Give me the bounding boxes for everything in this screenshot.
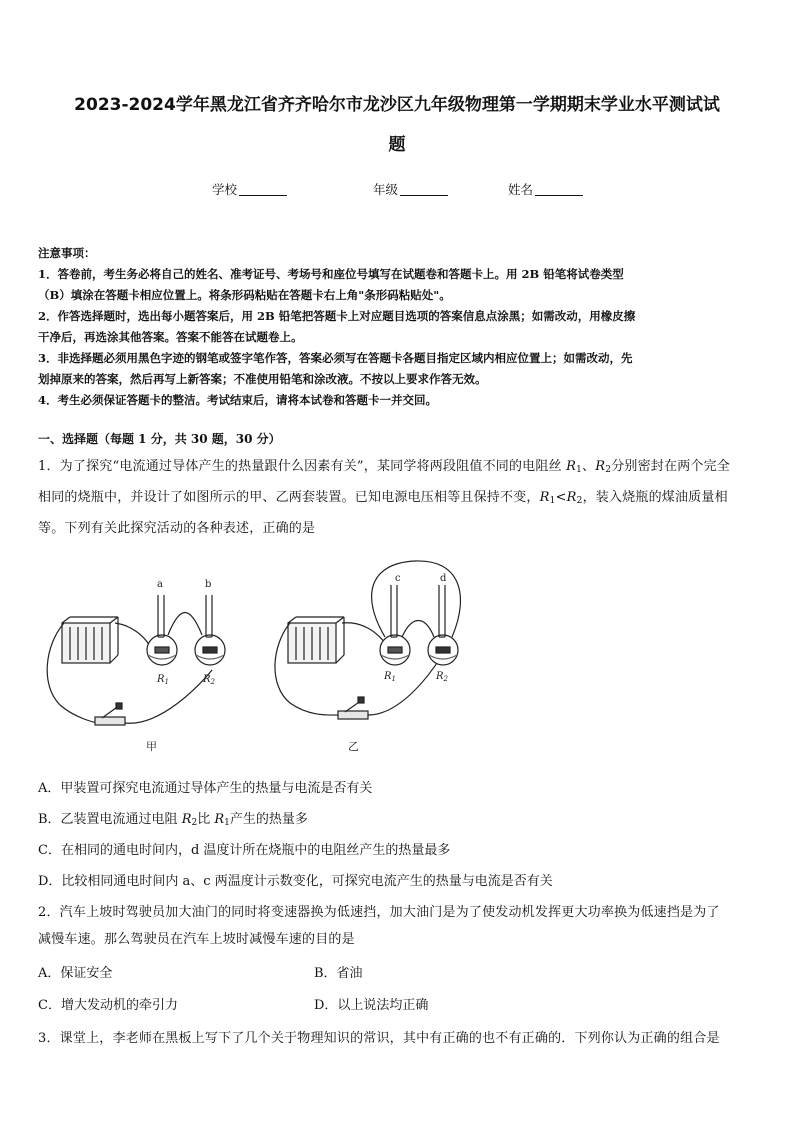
wire	[368, 655, 442, 715]
wire	[115, 623, 152, 650]
label-jia: 甲	[146, 740, 157, 753]
q1-option-d[interactable]: D．比较相同通电时间内 a、c 两温度计示数变化，可探究电流产生的热量与电流是否有关	[38, 874, 553, 889]
label-c: c	[395, 573, 401, 584]
label-r2-yi: $R_2$	[436, 671, 448, 683]
title-line-2: 题	[388, 135, 406, 155]
title-line-1: 2023-2024学年黑龙江省齐齐哈尔市龙沙区九年级物理第一学期期末学业水平测试试	[74, 95, 720, 115]
wire	[372, 561, 461, 637]
label-b: b	[205, 579, 212, 590]
grade-label: 年级	[373, 182, 399, 197]
flask-r1-jia	[147, 595, 177, 665]
name-blank	[535, 183, 583, 196]
q1-line-1: 1．为了探究“电流通过导体产生的热量跟什么因素有关”，某同学将两段阻值不同的电阻丝 $R_1$、$R_2$分别密封在两个完全	[38, 459, 730, 475]
q2-line-1: 2．汽车上坡时驾驶员加大油门的同时将变速器换为低速挡，加大油门是为了使发动机发挥更大功率换为低速挡是为了	[38, 905, 720, 920]
notes-line: 划掉原来的答案，然后再写上新答案；不准使用铅笔和涂改液。不按以上要求作答无效。	[38, 372, 487, 386]
grade-blank	[400, 183, 448, 196]
label-d: d	[440, 573, 447, 584]
notes-line: 2．作答选择题时，选出每小题答案后，用 2B 铅笔把答题卡上对应题目选项的答案信息点涂黑；如需改动，用橡皮擦	[38, 309, 636, 323]
q1-option-b[interactable]: B．乙装置电流通过电阻 $R_2$比 $R_1$产生的热量多	[38, 812, 308, 828]
question-1	[38, 453, 758, 542]
q2-option-a[interactable]: A．保证安全	[38, 966, 113, 981]
question-2	[38, 899, 758, 953]
name-field	[508, 180, 583, 198]
switch-yi	[338, 697, 368, 719]
section-heading: 一、选择题（每题 1 分，共 30 题，30 分）	[38, 432, 281, 446]
q1-line-2: 相同的烧瓶中，并设计了如图所示的甲、乙两套装置。已知电源电压相等且保持不变，$R_1<R_2$，装入烧瓶的煤油质量相	[38, 490, 728, 506]
school-blank	[239, 183, 287, 196]
label-yi: 乙	[348, 740, 359, 753]
notes-line: （B）填涂在答题卡相应位置上。将条形码粘贴在答题卡右上角"条形码粘贴处"。	[38, 288, 451, 302]
notes-line: 4．考生必须保证答题卡的整洁。考试结束后，请将本试卷和答题卡一并交回。	[38, 393, 437, 407]
q3-line-1: 3．课堂上，李老师在黑板上写下了几个关于物理知识的常识，其中有正确的也不有正确的．下列你认为正确的组合是	[38, 1031, 720, 1046]
question-3	[38, 1025, 758, 1052]
q2-line-2: 减慢车速。那么驾驶员在汽车上坡时减慢车速的目的是	[38, 932, 355, 947]
q1-option-c[interactable]: C．在相同的通电时间内，d 温度计所在烧瓶中的电阻丝产生的热量最多	[38, 843, 451, 858]
label-r2-jia: $R_2$	[203, 674, 215, 686]
notes-heading: 注意事项：	[38, 246, 96, 260]
notes-block	[38, 243, 758, 411]
school-field	[212, 180, 287, 198]
school-label: 学校	[212, 182, 238, 197]
battery-yi	[288, 617, 344, 663]
label-a: a	[157, 579, 163, 590]
wire	[168, 613, 202, 636]
flask-r2-yi	[428, 585, 458, 665]
exam-title	[30, 85, 764, 165]
battery-jia	[62, 617, 118, 663]
name-label: 姓名	[508, 182, 534, 197]
switch-jia	[95, 703, 125, 725]
notes-line: 1．答卷前，考生务必将自己的姓名、准考证号、考场号和座位号填写在试题卷和答题卡上。用 2B 铅笔将试卷类型	[38, 267, 624, 281]
q2-option-d[interactable]: D．以上说法均正确	[314, 998, 429, 1013]
flask-r1-yi	[380, 585, 410, 665]
q1-option-a[interactable]: A．甲装置可探究电流通过导体产生的热量与电流是否有关	[38, 781, 373, 796]
wire	[402, 621, 434, 638]
grade-field	[373, 180, 448, 198]
circuit-figure	[40, 555, 480, 760]
q2-option-b[interactable]: B．省油	[314, 966, 363, 981]
q2-option-c[interactable]: C．增大发动机的牵引力	[38, 998, 178, 1013]
label-r1-jia: $R_1$	[157, 674, 169, 686]
notes-line: 干净后，再选涂其他答案。答案不能答在试题卷上。	[38, 330, 303, 344]
notes-line: 3．非选择题必须用黑色字迹的钢笔或签字笔作答，答案必须写在答题卡各题目指定区域内相应位置上；如需改动，先	[38, 351, 633, 365]
q1-line-3: 等。下列有关此探究活动的各种表述，正确的是	[38, 521, 316, 536]
label-r1-yi: $R_1$	[384, 671, 396, 683]
